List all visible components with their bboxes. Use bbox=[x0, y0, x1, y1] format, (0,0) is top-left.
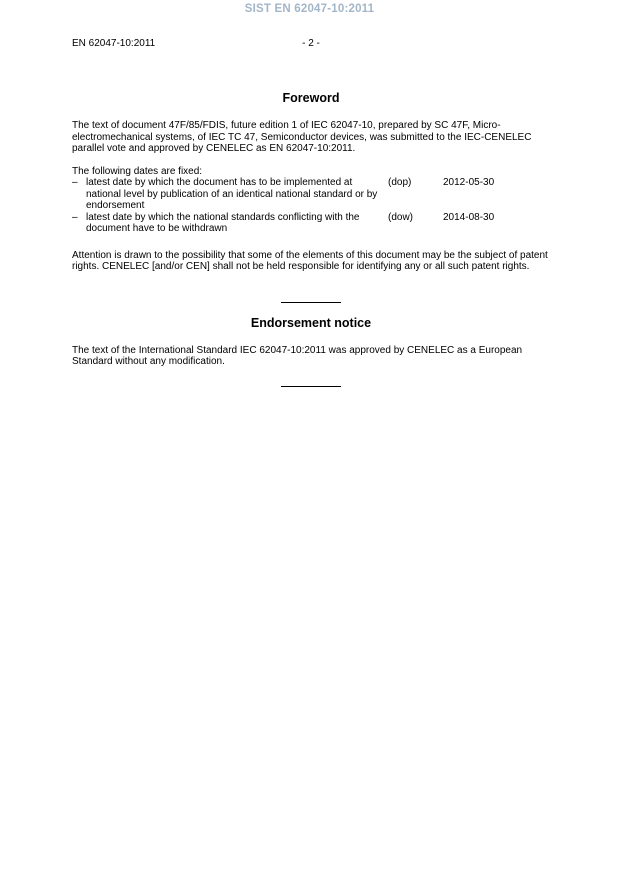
date-item-code: (dop) bbox=[388, 177, 412, 188]
list-dash: – bbox=[72, 177, 78, 188]
foreword-paragraph: The text of document 47F/85/FDIS, future edition 1 of IEC 62047-10, prepared by SC 47F, Micro-electromechanical systems, of IEC TC 47, Semiconductor devices, was submitted to the IEC-CENELEC parallel vote and approved by CENELEC as EN 62047-10:2011. bbox=[72, 120, 532, 154]
endorsement-title: Endorsement notice bbox=[250, 315, 372, 330]
document-reference: EN 62047-10:2011 bbox=[72, 38, 156, 49]
date-item-date: 2014-08-30 bbox=[443, 211, 495, 223]
date-item-dop bbox=[72, 177, 550, 212]
date-item-code: (dow) bbox=[388, 211, 414, 223]
watermark-header: SIST EN 62047-10:2011 bbox=[244, 3, 375, 15]
list-dash: – bbox=[72, 211, 78, 223]
date-item-date: 2012-05-30 bbox=[443, 177, 495, 188]
foreword-title: Foreword bbox=[282, 91, 340, 105]
date-item-dow bbox=[72, 212, 550, 235]
date-item-text: latest date by which the document has to be implemented at national level by publication of an identical national standard or by endorsement bbox=[86, 177, 378, 211]
section-divider bbox=[281, 386, 341, 387]
patent-paragraph: Attention is drawn to the possibility that some of the elements of this document may be the subject of patent rights. CENELEC [and/or CEN] shall not be held responsible for identifying any or all such patent rights. bbox=[72, 249, 548, 272]
page-number: - 2 - bbox=[302, 38, 320, 49]
page-content bbox=[0, 38, 619, 387]
section-divider bbox=[281, 302, 341, 303]
dates-intro: The following dates are fixed: bbox=[72, 165, 203, 177]
endorsement-paragraph: The text of the International Standard IEC 62047-10:2011 was approved by CENELEC as a European Standard without any modification. bbox=[72, 344, 523, 367]
page-header bbox=[72, 38, 550, 51]
date-item-text: latest date by which the national standards conflicting with the document have to be withdrawn bbox=[86, 211, 360, 234]
